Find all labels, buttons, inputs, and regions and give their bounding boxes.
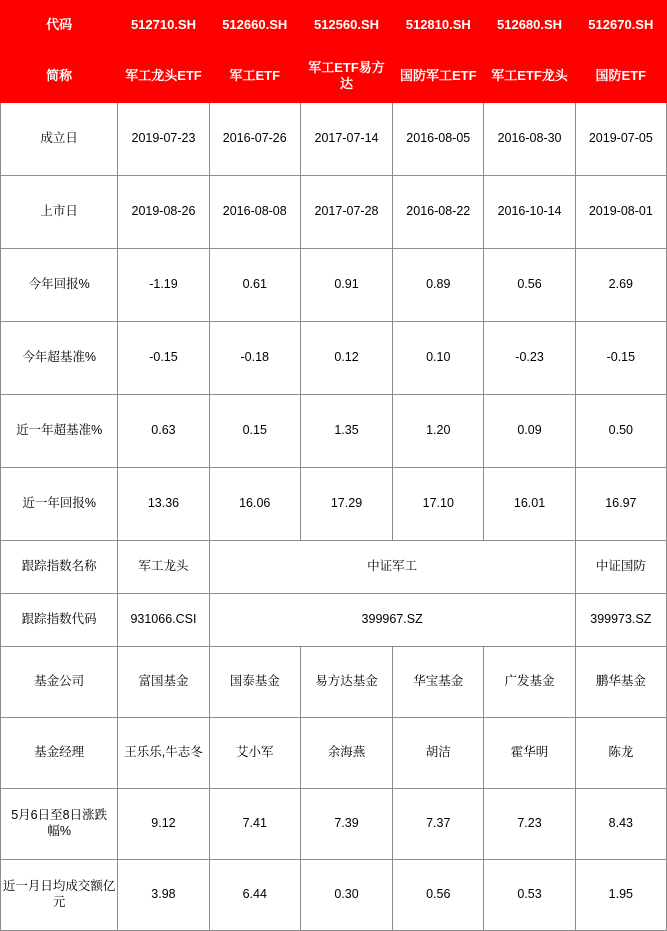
cell-code-4: 512810.SH [393,1,484,50]
table-row-index-name [1,541,667,594]
row-label-short-name: 简称 [1,50,118,103]
cell-name-3: 军工ETF易方达 [300,50,392,103]
cell-manager-3: 余海燕 [300,718,392,789]
cell-ytd-excess-4: 0.10 [393,322,484,395]
cell-inception-4: 2016-08-05 [393,103,484,176]
cell-code-5: 512680.SH [484,1,575,50]
cell-inception-1: 2019-07-23 [118,103,209,176]
row-label-fund-company: 基金公司 [1,647,118,718]
cell-1y-excess-2: 0.15 [209,395,300,468]
cell-ytd-excess-5: -0.23 [484,322,575,395]
cell-turnover-4: 0.56 [393,860,484,931]
cell-1y-return-5: 16.01 [484,468,575,541]
cell-listing-2: 2016-08-08 [209,176,300,249]
cell-ytd-4: 0.89 [393,249,484,322]
cell-company-5: 广发基金 [484,647,575,718]
table-row-1y-return [1,468,667,541]
cell-inception-6: 2019-07-05 [575,103,666,176]
row-label-index-name: 跟踪指数名称 [1,541,118,594]
cell-ytd-5: 0.56 [484,249,575,322]
cell-inception-3: 2017-07-14 [300,103,392,176]
cell-index-name-group-2: 中证军工 [209,541,575,594]
cell-listing-4: 2016-08-22 [393,176,484,249]
cell-inception-5: 2016-08-30 [484,103,575,176]
cell-name-1: 军工龙头ETF [118,50,209,103]
cell-company-4: 华宝基金 [393,647,484,718]
cell-company-2: 国泰基金 [209,647,300,718]
cell-manager-4: 胡洁 [393,718,484,789]
cell-manager-2: 艾小军 [209,718,300,789]
cell-turnover-3: 0.30 [300,860,392,931]
table-row-1y-excess [1,395,667,468]
table-row-avg-turnover [1,860,667,931]
cell-company-6: 鹏华基金 [575,647,666,718]
table-row-code [1,1,667,50]
cell-ytd-1: -1.19 [118,249,209,322]
cell-name-2: 军工ETF [209,50,300,103]
row-label-code: 代码 [1,1,118,50]
cell-may-change-5: 7.23 [484,789,575,860]
cell-may-change-1: 9.12 [118,789,209,860]
cell-manager-6: 陈龙 [575,718,666,789]
table-row-listing-date [1,176,667,249]
cell-ytd-excess-1: -0.15 [118,322,209,395]
row-label-1y-excess: 近一年超基准% [1,395,118,468]
cell-ytd-2: 0.61 [209,249,300,322]
cell-1y-return-3: 17.29 [300,468,392,541]
cell-may-change-2: 7.41 [209,789,300,860]
cell-1y-excess-1: 0.63 [118,395,209,468]
cell-name-4: 国防军工ETF [393,50,484,103]
cell-1y-return-6: 16.97 [575,468,666,541]
cell-ytd-6: 2.69 [575,249,666,322]
cell-ytd-3: 0.91 [300,249,392,322]
cell-code-1: 512710.SH [118,1,209,50]
cell-index-name-group-1: 军工龙头 [118,541,209,594]
cell-code-3: 512560.SH [300,1,392,50]
cell-ytd-excess-3: 0.12 [300,322,392,395]
cell-1y-excess-6: 0.50 [575,395,666,468]
cell-1y-excess-3: 1.35 [300,395,392,468]
table-row-ytd-return [1,249,667,322]
cell-may-change-6: 8.43 [575,789,666,860]
cell-turnover-6: 1.95 [575,860,666,931]
table-row-inception-date [1,103,667,176]
cell-ytd-excess-2: -0.18 [209,322,300,395]
row-label-may-change: 5月6日至8日涨跌幅% [1,789,118,860]
row-label-ytd-excess: 今年超基准% [1,322,118,395]
cell-inception-2: 2016-07-26 [209,103,300,176]
row-label-fund-manager: 基金经理 [1,718,118,789]
cell-turnover-5: 0.53 [484,860,575,931]
cell-listing-1: 2019-08-26 [118,176,209,249]
cell-index-code-group-2: 399967.SZ [209,594,575,647]
cell-ytd-excess-6: -0.15 [575,322,666,395]
cell-code-6: 512670.SH [575,1,666,50]
cell-code-2: 512660.SH [209,1,300,50]
cell-listing-5: 2016-10-14 [484,176,575,249]
row-label-listing-date: 上市日 [1,176,118,249]
cell-manager-1: 王乐乐,牛志冬 [118,718,209,789]
cell-index-name-group-3: 中证国防 [575,541,666,594]
table-row-fund-manager [1,718,667,789]
cell-index-code-group-3: 399973.SZ [575,594,666,647]
table-row-may-change [1,789,667,860]
cell-name-5: 军工ETF龙头 [484,50,575,103]
table-row-fund-company [1,647,667,718]
row-label-avg-turnover: 近一月日均成交额亿元 [1,860,118,931]
row-label-ytd-return: 今年回报% [1,249,118,322]
cell-1y-excess-5: 0.09 [484,395,575,468]
cell-index-code-group-1: 931066.CSI [118,594,209,647]
cell-1y-excess-4: 1.20 [393,395,484,468]
row-label-inception-date: 成立日 [1,103,118,176]
cell-company-3: 易方达基金 [300,647,392,718]
cell-1y-return-1: 13.36 [118,468,209,541]
cell-name-6: 国防ETF [575,50,666,103]
table-row-short-name [1,50,667,103]
cell-listing-3: 2017-07-28 [300,176,392,249]
cell-turnover-2: 6.44 [209,860,300,931]
cell-1y-return-4: 17.10 [393,468,484,541]
table-row-index-code [1,594,667,647]
table-row-ytd-excess [1,322,667,395]
cell-turnover-1: 3.98 [118,860,209,931]
cell-1y-return-2: 16.06 [209,468,300,541]
cell-may-change-4: 7.37 [393,789,484,860]
cell-listing-6: 2019-08-01 [575,176,666,249]
table-body [1,1,667,931]
cell-company-1: 富国基金 [118,647,209,718]
row-label-index-code: 跟踪指数代码 [1,594,118,647]
cell-may-change-3: 7.39 [300,789,392,860]
cell-manager-5: 霍华明 [484,718,575,789]
row-label-1y-return: 近一年回报% [1,468,118,541]
